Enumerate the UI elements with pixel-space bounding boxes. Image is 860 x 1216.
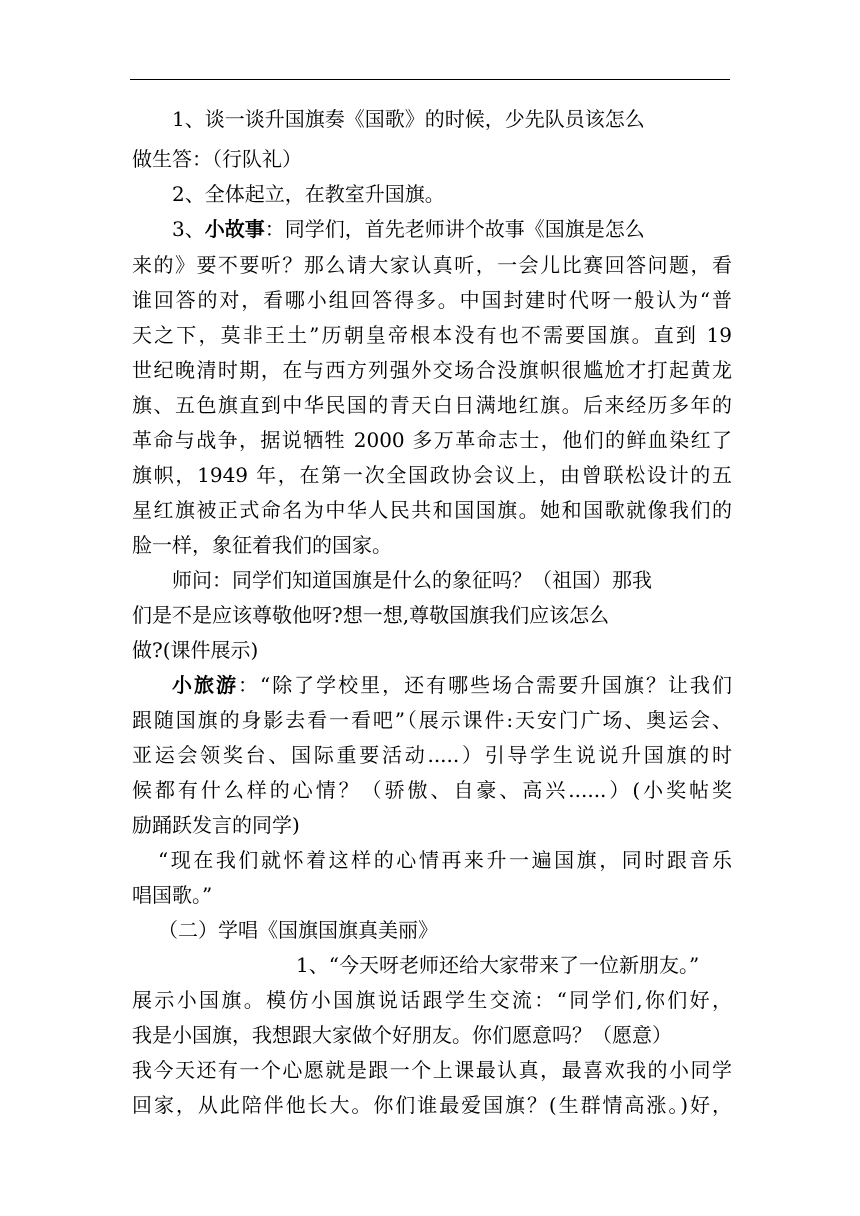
p5-line-1 <box>172 668 732 702</box>
p3-line-5: 世纪晚清时期，在与西方列强外交场合没旗帜很尴尬才打起黄龙 <box>132 358 732 382</box>
p3-line-1 <box>172 212 692 246</box>
p3-label: 小故事 <box>204 217 265 241</box>
p7-line-3: 我是小国旗，我想跟大家做个好朋友。你们愿意吗？（愿意） <box>132 1023 672 1047</box>
p7-line-1: 1、“今天呀老师还给大家带来了一位新朋友。” <box>296 953 700 977</box>
p4-line-1: 师问：同学们知道国旗是什么的象征吗？（祖国）那我 <box>172 568 652 592</box>
p3-line-3: 谁回答的对，看哪小组回答得多。中国封建时代呀一般认为“普 <box>132 288 732 312</box>
p5-line-4: 候都有什么样的心情？（骄傲、自豪、高兴......）(小奖帖奖 <box>132 778 732 802</box>
p3-line-6: 旗、五色旗直到中华民国的青天白日满地红旗。后来经历多年的 <box>132 393 732 417</box>
section-title: （二）学唱《国旗国旗真美丽》 <box>158 918 438 942</box>
p3-line-9: 星红旗被正式命名为中华人民共和国国旗。她和国歌就像我们的 <box>132 498 732 522</box>
p7-line-5: 回家，从此陪伴他长大。你们谁最爱国旗？(生群情高涨。)好， <box>132 1093 732 1117</box>
p5-line-5: 励踊跃发言的同学) <box>132 813 300 837</box>
p1-line-1: 1、谈一谈升国旗奏《国歌》的时候，少先队员该怎么 <box>172 107 645 131</box>
p7-line-4: 我今天还有一个心愿就是跟一个上课最认真，最喜欢我的小同学 <box>132 1058 732 1082</box>
p7-line-2: 展示小国旗。模仿小国旗说话跟学生交流：“同学们,你们好， <box>132 988 732 1012</box>
p3-line-10: 脸一样，象征着我们的国家。 <box>132 533 392 557</box>
p4-line-2: 们是不是应该尊敬他呀?想一想,尊敬国旗我们应该怎么 <box>132 603 610 627</box>
p3-line-8: 旗帜，1949 年，在第一次全国政协会议上，由曾联松设计的五 <box>132 463 732 487</box>
p6-line-1: “现在我们就怀着这样的心情再来升一遍国旗，同时跟音乐 <box>158 848 732 872</box>
p6-line-2: 唱国歌。” <box>132 883 213 907</box>
p3-line-1-text: ：同学们，首先老师讲个故事《国旗是怎么 <box>264 217 645 241</box>
header-rule <box>130 79 730 80</box>
p5-line-3: 亚运会领奖台、国际重要活动.....）引导学生说说升国旗的时 <box>132 743 732 767</box>
p1-line-2: 做生答：（行队礼） <box>132 147 302 171</box>
p3-line-7: 革命与战争，据说牺牲 2000 多万革命志士，他们的鲜血染红了 <box>132 428 732 452</box>
p2-line-1: 2、全体起立，在教室升国旗。 <box>172 182 445 206</box>
p5-label: 小旅游 <box>172 673 238 697</box>
p3-number: 3、 <box>172 217 205 241</box>
p4-line-3: 做?(课件展示) <box>132 638 259 662</box>
p5-line-1-text: ：“除了学校里，还有哪些场合需要升国旗？让我们 <box>237 673 733 697</box>
p3-line-2: 来的》要不要听？那么请大家认真听，一会儿比赛回答问题，看 <box>132 253 732 277</box>
p5-line-2: 跟随国旗的身影去看一看吧”（展示课件:天安门广场、奥运会、 <box>132 708 732 732</box>
p3-line-4: 天之下，莫非王土”历朝皇帝根本没有也不需要国旗。直到 19 <box>132 323 732 347</box>
